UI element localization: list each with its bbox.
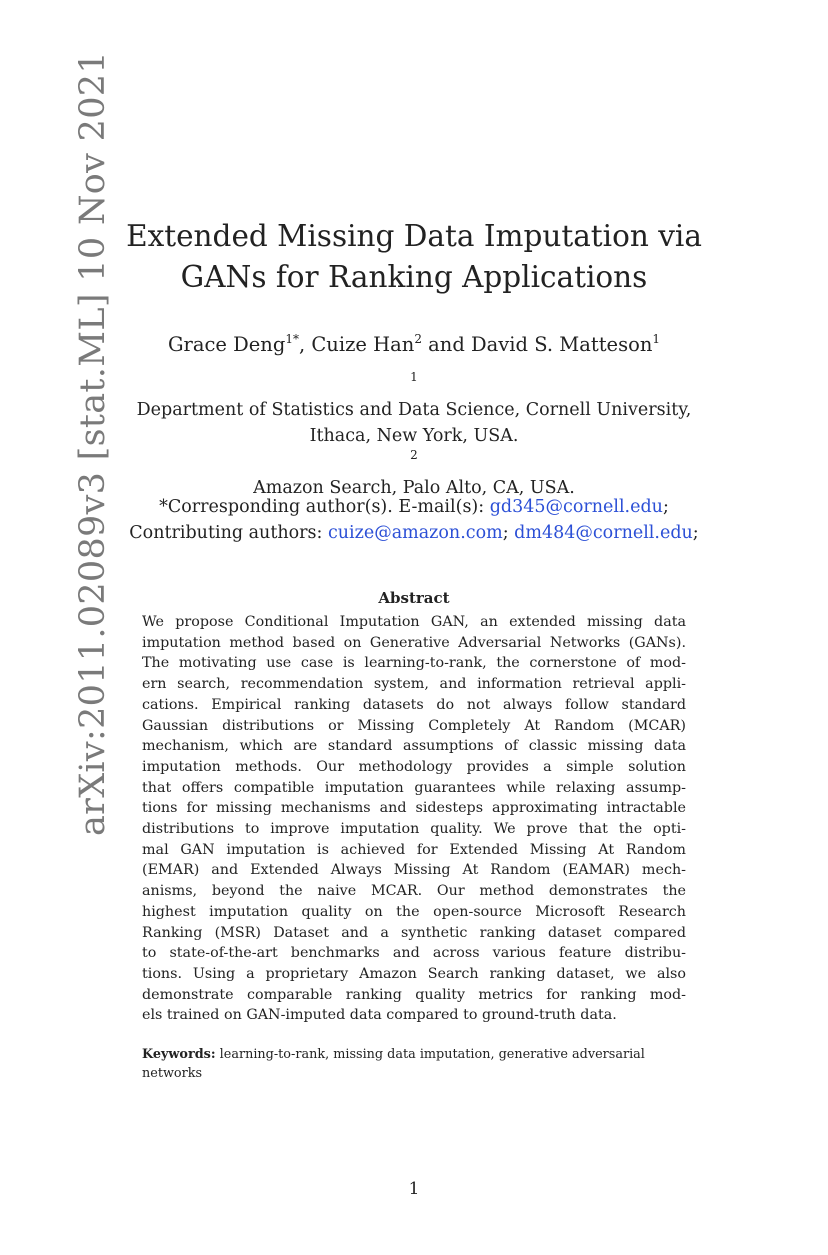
abstract-line: to state-of-the-art benchmarks and across various feature distribu- [142,945,686,962]
author-name: David S. Matteson [471,333,653,356]
page-number: 1 [408,1179,420,1199]
abstract-line: demonstrate comparable ranking quality metrics for ranking mod- [142,986,686,1003]
abstract-line: mechanism, which are standard assumptions of classic missing data [142,738,686,755]
abstract-line: highest imputation quality on the open-source Microsoft Research [142,903,686,920]
affiliation-text: Department of Statistics and Data Science, Cornell University, [136,400,692,420]
abstract-line: imputation method based on Generative Adversarial Networks (GANs). [142,634,686,651]
abstract-line: Gaussian distributions or Missing Completely At Random (MCAR) [142,717,686,734]
abstract-line: Ranking (MSR) Dataset and a synthetic ranking dataset compared [142,924,686,941]
abstract-line: distributions to improve imputation quality. We prove that the opti- [142,821,686,838]
author-name: Grace Deng [167,333,286,356]
abstract-line: mal GAN imputation is achieved for Extended Missing At Random [142,841,686,858]
title-line-2: GANs for Ranking Applications [180,260,648,294]
abstract-heading: Abstract [378,589,450,607]
abstract-line: anisms, beyond the naive MCAR. Our method demonstrates the [142,883,686,900]
contributing-label: Contributing authors: [129,523,328,543]
author-affiliation-marker: 1* [285,331,299,346]
abstract-line: imputation methods. Our methodology provides a simple solution [142,758,686,775]
abstract-line: cations. Empirical ranking datasets do not always follow standard [142,696,686,713]
keywords-block [142,1045,702,1083]
author-affiliation-marker: 1 [652,331,661,346]
keywords-label: Keywords: [142,1047,216,1062]
author-separator: , [298,333,312,356]
abstract-body [142,612,686,1026]
abstract-line: tions. Using a proprietary Amazon Search ranking dataset, we also [142,965,686,982]
email-link-cuize[interactable]: cuize@amazon.com [327,523,503,543]
title-line-1: Extended Missing Data Imputation via [126,219,702,253]
corresponding-line [0,494,828,520]
affiliation-marker: 1 [410,370,418,385]
punctuation: ; [662,497,669,517]
abstract-line: tions for missing mechanisms and sidesteps approximating intractable [142,800,686,817]
author-name: Cuize Han [311,333,415,356]
author-affiliation-marker: 2 [414,331,422,346]
corresponding-author-block [0,494,828,546]
abstract-line: ern search, recommendation system, and information retrieval appli- [142,676,686,693]
author-list [0,331,828,359]
abstract-line: We propose Conditional Imputation GAN, an extended missing data [142,614,686,630]
email-link-dm484[interactable]: dm484@cornell.edu [514,523,693,543]
punctuation: ; [502,523,515,543]
affiliations [0,371,828,501]
contributing-line [0,520,828,546]
affiliation-1-line-2: Ithaca, New York, USA. [309,426,519,446]
abstract-line: (EMAR) and Extended Always Missing At Random (EAMAR) mech- [142,862,686,879]
affiliation-marker: 2 [410,448,418,463]
punctuation: ; [692,523,699,543]
paper-title [0,216,828,298]
affiliation-text: Amazon Search, Palo Alto, CA, USA. [253,478,575,498]
abstract-line: els trained on GAN-imputed data compared to ground-truth data. [142,1007,617,1024]
keywords-line-2: networks [142,1066,203,1081]
keywords-line-1 [142,1045,702,1064]
author-separator: and [421,333,472,356]
arxiv-identifier-stamp: arXiv:2011.02089v3 [stat.ML] 10 Nov 2021 [73,51,113,836]
corresponding-label: *Corresponding author(s). E-mail(s): [159,497,490,517]
email-link-gd345[interactable]: gd345@cornell.edu [489,497,663,517]
keywords-text: learning-to-rank, missing data imputation, generative adversarial [215,1047,645,1062]
affiliation-1-line-1 [0,371,828,423]
abstract-line: that offers compatible imputation guarantees while relaxing assump- [142,779,686,796]
abstract-line: The motivating use case is learning-to-rank, the cornerstone of mod- [142,655,686,672]
